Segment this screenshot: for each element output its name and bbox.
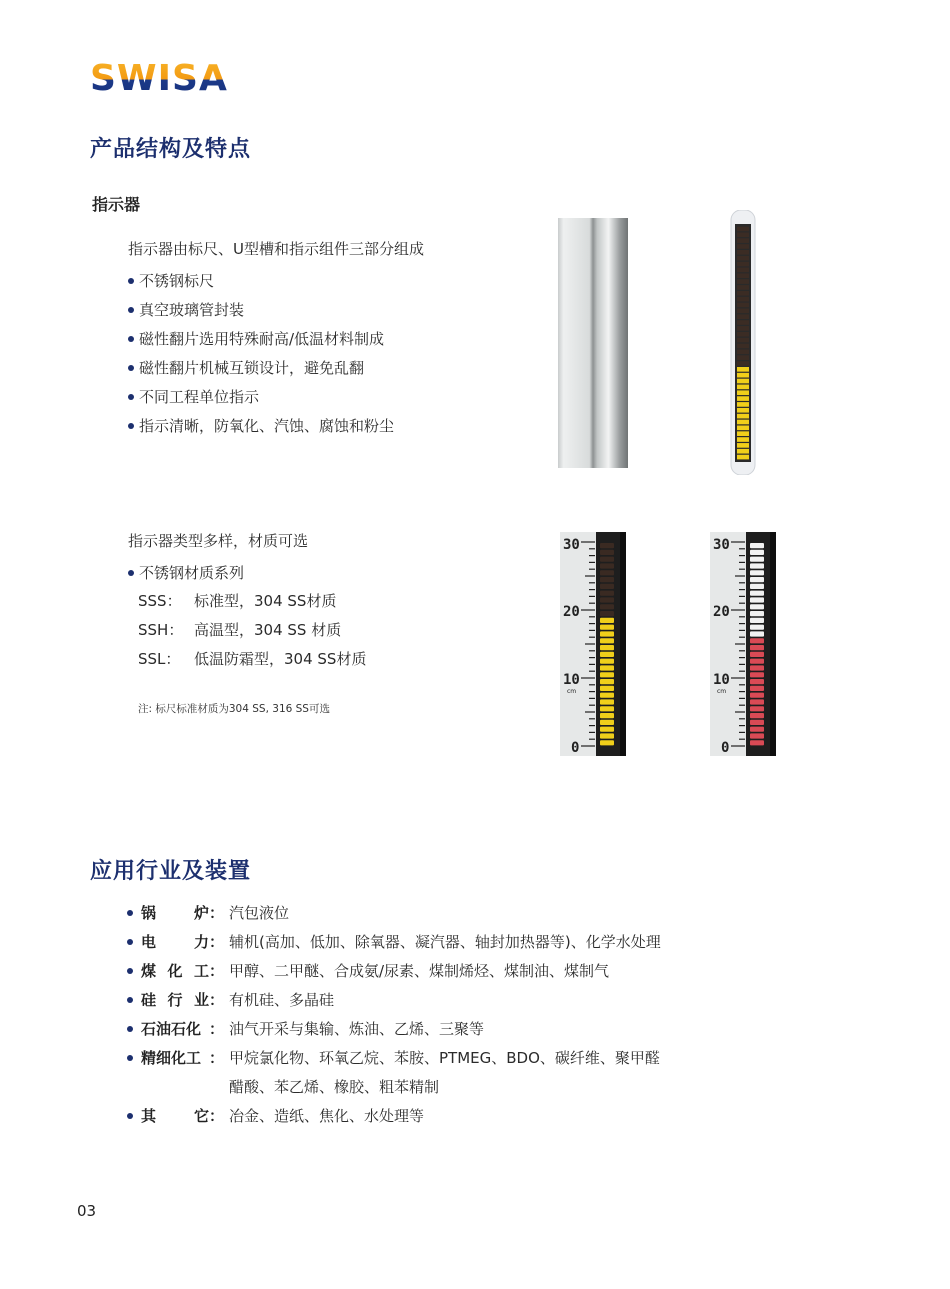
section-title-structure: 产品结构及特点 (90, 137, 252, 162)
category-char: 工 (193, 962, 209, 980)
indicator-flap (750, 625, 764, 630)
tube-flap (737, 379, 749, 384)
tube-flap (737, 262, 749, 267)
category-colon: ： (209, 933, 225, 951)
desc-line: 有机硅、多晶硅 (229, 991, 335, 1009)
material-note: 注: 标尺标准材质为304 SS, 316 SS可选 (138, 703, 330, 715)
tube-flap (737, 367, 749, 372)
indicator-flap (600, 638, 614, 643)
application-category (141, 1107, 229, 1136)
gauge-yellow-photo (560, 532, 626, 760)
application-desc (229, 962, 709, 991)
application-category (141, 962, 229, 991)
indicator-flap (750, 584, 764, 589)
desc-line: 辅机(高加、低加、除氧器、凝汽器、轴封加热器等)、化学水处理 (229, 933, 661, 951)
section-title-application: 应用行业及装置 (90, 859, 252, 884)
application-category (141, 991, 229, 1020)
application-category (141, 933, 229, 962)
application-row (126, 962, 709, 991)
tube-flap (737, 426, 749, 431)
tube-flap (737, 361, 749, 366)
tube-flap (737, 390, 749, 395)
tube-flap (737, 449, 749, 454)
subtitle-indicator: 指示器 (92, 195, 141, 214)
feature-list (128, 272, 394, 446)
list-item: 真空玻璃管封装 (128, 301, 394, 330)
series-code: SSH： (138, 621, 184, 639)
indicator-flap (600, 693, 614, 698)
tube-flap (737, 338, 749, 343)
category-colon: ： (209, 904, 225, 922)
tube-flap (737, 244, 749, 249)
series-table (138, 592, 366, 679)
desc-line: 甲烷氯化物、环氧乙烷、苯胺、PTMEG、BDO、碳纤维、聚甲醛 (229, 1049, 660, 1067)
tube-flap (737, 332, 749, 337)
tube-flap (737, 443, 749, 448)
series-desc: 高温型，304 SS 材质 (194, 621, 342, 639)
category-char: 石油石化 (141, 1020, 202, 1038)
desc-line: 甲醇、二甲醚、合成氨/尿素、煤制烯烃、煤制油、煤制气 (229, 962, 610, 980)
gauge-red-photo (710, 532, 776, 760)
bullet-icon (126, 962, 141, 991)
glass-tube-photo (728, 210, 758, 479)
page-number: 03 (77, 1202, 97, 1220)
desc-line: 醋酸、苯乙烯、橡胶、粗苯精制 (229, 1078, 440, 1096)
tube-flap (737, 326, 749, 331)
application-desc (229, 991, 709, 1020)
indicator-flap (600, 740, 614, 745)
indicator-flap (750, 543, 764, 548)
indicator-flap (750, 557, 764, 562)
indicator-flap (750, 706, 764, 711)
indicator-flap (600, 713, 614, 718)
list-item: 不锈钢标尺 (128, 272, 394, 301)
list-item: 磁性翻片选用特殊耐高/低温材料制成 (128, 330, 394, 359)
indicator-flap (600, 563, 614, 568)
indicator-flap (600, 652, 614, 657)
tube-flap (737, 273, 749, 278)
logo-text: SWISA (90, 58, 228, 96)
indicator-flap (750, 720, 764, 725)
bullet-icon (126, 1049, 141, 1107)
indicator-flap (600, 577, 614, 582)
tube-flap (737, 279, 749, 284)
scale-label-20: 20 (713, 604, 730, 620)
indicator-flap (750, 659, 764, 664)
application-desc (229, 1049, 709, 1107)
application-list (126, 904, 709, 1136)
tube-flap (737, 268, 749, 273)
indicator-flap (600, 543, 614, 548)
tube-flap (737, 303, 749, 308)
category-char: 电 (141, 933, 157, 951)
tube-flap (737, 431, 749, 436)
application-category (141, 1020, 229, 1049)
category-char: 锅 (141, 904, 157, 922)
category-char: 它 (193, 1107, 209, 1125)
category-colon: ： (209, 962, 225, 980)
category-colon: ： (209, 1020, 225, 1038)
tube-flap (737, 385, 749, 390)
indicator-flap (750, 645, 764, 650)
indicator-flap (600, 645, 614, 650)
scale-label-30: 30 (713, 537, 730, 553)
indicator-flap (750, 550, 764, 555)
tube-flap (737, 344, 749, 349)
tube-flap (737, 396, 749, 401)
indicator-flap (750, 652, 764, 657)
tube-flap (737, 455, 749, 460)
tube-flap (737, 437, 749, 442)
application-desc (229, 933, 709, 962)
application-category (141, 1049, 229, 1107)
application-row (126, 904, 709, 933)
application-row (126, 1020, 709, 1049)
category-char: 精细化工 (141, 1049, 202, 1067)
application-desc (229, 1020, 709, 1049)
tube-flap (737, 238, 749, 243)
indicator-flap (600, 659, 614, 664)
indicator-flap (750, 618, 764, 623)
category-colon: ： (209, 1049, 225, 1067)
indicator-flap (600, 672, 614, 677)
bullet-icon (126, 933, 141, 962)
indicator-flap (750, 563, 764, 568)
series-code: SSS： (138, 592, 182, 610)
category-char: 其 (141, 1107, 157, 1125)
indicator-flap (600, 706, 614, 711)
tube-flap (737, 250, 749, 255)
indicator-flap (600, 733, 614, 738)
category-char: 行 (167, 991, 183, 1009)
category-char: 煤 (141, 962, 157, 980)
indicator-flap (600, 631, 614, 636)
indicator-flap (750, 672, 764, 677)
series-row (138, 621, 366, 650)
tube-flap (737, 320, 749, 325)
indicator-types-intro: 指示器类型多样，材质可选 (128, 532, 309, 550)
category-char: 业 (193, 991, 209, 1009)
scale-label-30: 30 (563, 537, 580, 553)
tube-flap (737, 256, 749, 261)
scale-unit: cm (567, 688, 577, 695)
category-colon: ： (209, 1107, 225, 1125)
tube-flap (737, 291, 749, 296)
indicator-flap (600, 591, 614, 596)
series-desc: 标准型，304 SS材质 (194, 592, 337, 610)
tube-flap (737, 355, 749, 360)
indicator-flap (600, 584, 614, 589)
indicator-flap (600, 679, 614, 684)
tube-flap (737, 408, 749, 413)
tube-flap (737, 232, 749, 237)
tube-flap (737, 349, 749, 354)
application-row (126, 933, 709, 962)
indicator-flap (600, 570, 614, 575)
bullet-icon (126, 1020, 141, 1049)
indicator-flap (600, 604, 614, 609)
bullet-icon (126, 904, 141, 933)
indicator-flap (750, 604, 764, 609)
tube-flap (737, 420, 749, 425)
indicator-flap (600, 597, 614, 602)
tube-flap (737, 309, 749, 314)
scale-label-0: 0 (571, 740, 580, 756)
indicator-flap (600, 611, 614, 616)
application-category (141, 904, 229, 933)
indicator-flap (600, 699, 614, 704)
list-item: 不同工程单位指示 (128, 388, 394, 417)
indicator-intro: 指示器由标尺、U型槽和指示组件三部分组成 (128, 240, 424, 258)
indicator-flap (750, 611, 764, 616)
list-item: 指示清晰，防氧化、汽蚀、腐蚀和粉尘 (128, 417, 394, 446)
desc-line: 油气开采与集输、炼油、乙烯、三聚等 (229, 1020, 485, 1038)
scale-label-10: 10 (713, 672, 730, 688)
application-row (126, 1049, 709, 1107)
category-char: 硅 (141, 991, 157, 1009)
tube-flap (737, 414, 749, 419)
series-row (138, 592, 366, 621)
desc-line: 汽包液位 (229, 904, 290, 922)
list-item: 不锈钢材质系列 (128, 564, 244, 593)
indicator-flap (750, 631, 764, 636)
scale-label-20: 20 (563, 604, 580, 620)
scale-unit: cm (717, 688, 727, 695)
application-desc (229, 1107, 709, 1136)
series-list (128, 564, 244, 593)
indicator-flap (750, 665, 764, 670)
series-row (138, 650, 366, 679)
tube-flap (737, 285, 749, 290)
indicator-flap (750, 699, 764, 704)
application-desc (229, 904, 709, 933)
tube-flap (737, 314, 749, 319)
category-char: 化 (167, 962, 183, 980)
indicator-flap (750, 577, 764, 582)
tube-flap (737, 373, 749, 378)
indicator-flap (600, 625, 614, 630)
indicator-flap (750, 713, 764, 718)
tube-flap (737, 402, 749, 407)
tube-flap (737, 227, 749, 232)
category-char: 力 (193, 933, 209, 951)
scale-label-10: 10 (563, 672, 580, 688)
indicator-flap (750, 727, 764, 732)
indicator-flap (750, 679, 764, 684)
indicator-flap (750, 686, 764, 691)
swisa-logo (90, 58, 242, 96)
series-desc: 低温防霜型，304 SS材质 (194, 650, 367, 668)
indicator-flap (750, 570, 764, 575)
indicator-flap (750, 597, 764, 602)
indicator-flap (600, 618, 614, 623)
category-char: 炉 (193, 904, 209, 922)
scale-label-0: 0 (721, 740, 730, 756)
indicator-flap (600, 550, 614, 555)
desc-line: 冶金、造纸、焦化、水处理等 (229, 1107, 425, 1125)
application-row (126, 1107, 709, 1136)
series-code: SSL： (138, 650, 181, 668)
indicator-flap (750, 591, 764, 596)
tube-flap (737, 297, 749, 302)
indicator-flap (600, 720, 614, 725)
indicator-flap (600, 557, 614, 562)
bullet-icon (126, 1107, 141, 1136)
indicator-flap (600, 727, 614, 732)
category-colon: ： (209, 991, 225, 1009)
application-row (126, 991, 709, 1020)
list-item: 磁性翻片机械互锁设计，避免乱翻 (128, 359, 394, 388)
indicator-flap (750, 638, 764, 643)
indicator-flap (750, 740, 764, 745)
indicator-flap (750, 733, 764, 738)
bullet-icon (126, 991, 141, 1020)
u-channel-photo (558, 218, 628, 472)
indicator-flap (600, 686, 614, 691)
indicator-flap (600, 665, 614, 670)
indicator-flap (750, 693, 764, 698)
